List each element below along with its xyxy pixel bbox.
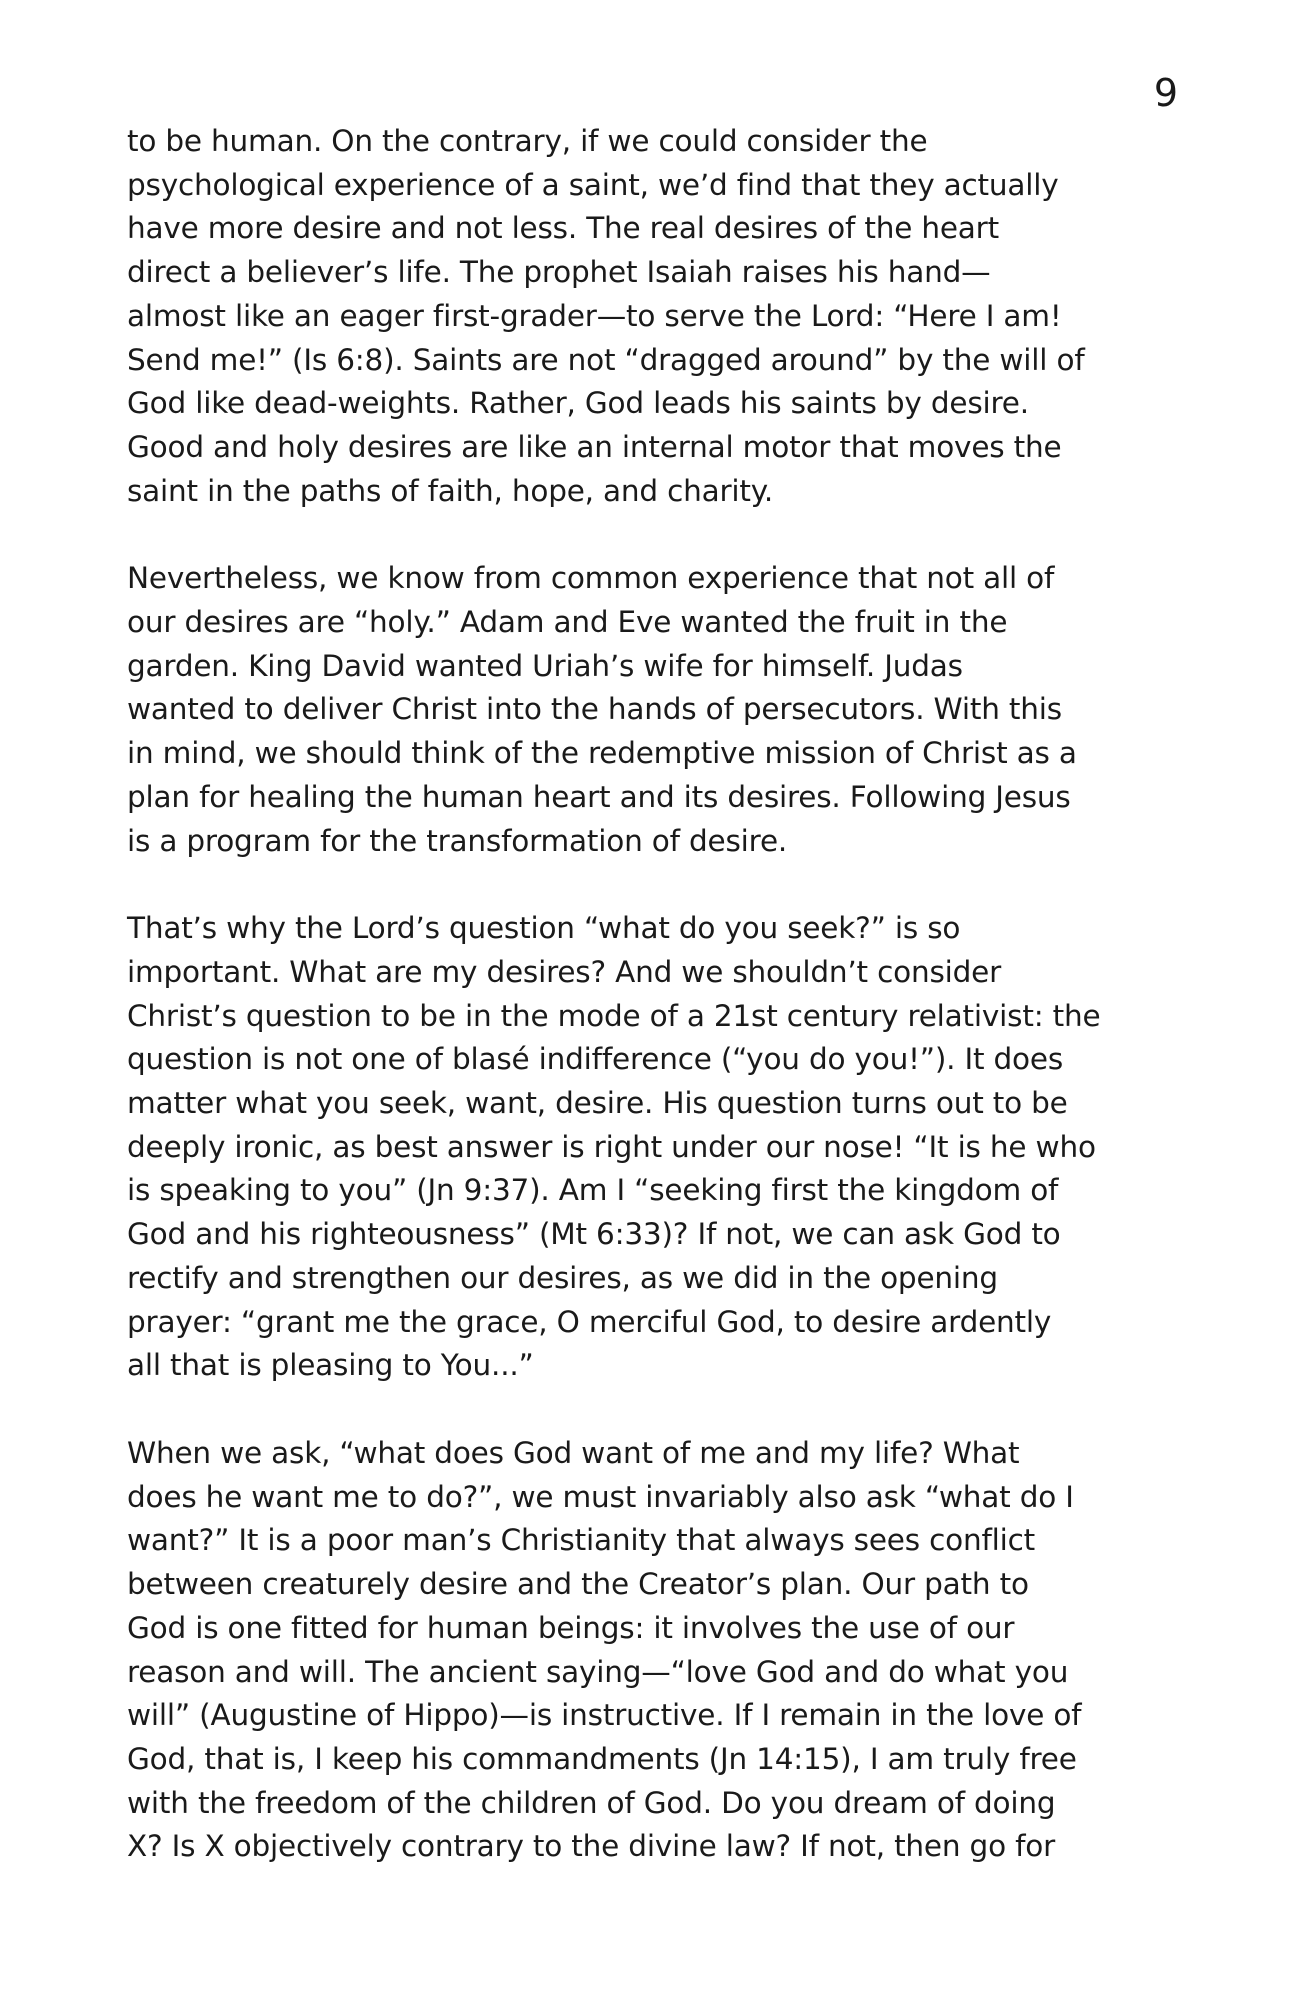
text-line: direct a believer’s life. The prophet Isaiah raises his hand—	[127, 255, 991, 290]
text-line: between creaturely desire and the Creator’s plan. Our path to	[127, 1567, 1029, 1602]
text-line: reason and will. The ancient saying—“love God and do what you	[127, 1654, 1069, 1689]
text-line: important. What are my desires? And we shouldn’t consider	[127, 954, 1002, 989]
text-line: want?” It is a poor man’s Christianity that always sees conflict	[127, 1523, 1036, 1558]
text-line: plan for healing the human heart and its desires. Following Jesus	[127, 779, 1071, 814]
text-line: That’s why the Lord’s question “what do you seek?” is so	[127, 911, 961, 946]
paragraph	[127, 907, 1179, 1388]
text-line: to be human. On the contrary, if we could consider the	[127, 124, 928, 158]
text-line: deeply ironic, as best answer is right under our nose! “It is he who	[127, 1129, 1096, 1164]
text-line: When we ask, “what does God want of me and my life? What	[127, 1435, 1020, 1470]
text-line: with the freedom of the children of God. Do you dream of doing	[127, 1785, 1056, 1820]
text-line: Nevertheless, we know from common experience that not all of	[127, 561, 1055, 596]
text-line: psychological experience of a saint, we’d find that they actually	[127, 167, 1059, 202]
text-line: almost like an eager first-grader—to serve the Lord: “Here I am!	[127, 298, 1062, 333]
text-line: God and his righteousness” (Mt 6:33)? If not, we can ask God to	[127, 1217, 1061, 1252]
paragraph	[127, 557, 1179, 863]
text-line: all that is pleasing to You...”	[127, 1348, 534, 1383]
text-line: Send me!” (Is 6:8). Saints are not “dragged around” by the will of	[127, 342, 1085, 377]
text-line: is speaking to you” (Jn 9:37). Am I “seeking first the kingdom of	[127, 1173, 1059, 1208]
text-line: God, that is, I keep his commandments (Jn 14:15), I am truly free	[127, 1741, 1077, 1776]
paragraph	[127, 120, 1179, 513]
text-line: garden. King David wanted Uriah’s wife for himself. Judas	[127, 648, 963, 683]
text-line: matter what you seek, want, desire. His question turns out to be	[127, 1086, 1068, 1121]
text-line: prayer: “grant me the grace, O merciful God, to desire ardently	[127, 1304, 1052, 1339]
text-line: God is one fitted for human beings: it involves the use of our	[127, 1610, 1015, 1645]
text-line: Good and holy desires are like an internal motor that moves the	[127, 429, 1062, 464]
text-line: in mind, we should think of the redemptive mission of Christ as a	[127, 736, 1077, 771]
paragraph	[127, 1432, 1179, 1869]
text-line: question is not one of blasé indifference (“you do you!”). It does	[127, 1042, 1064, 1077]
text-line: our desires are “holy.” Adam and Eve wanted the fruit in the	[127, 605, 1008, 640]
text-line: will” (Augustine of Hippo)—is instructive. If I remain in the love of	[127, 1698, 1082, 1733]
text-line: have more desire and not less. The real desires of the heart	[127, 211, 999, 246]
text-line: wanted to deliver Christ into the hands of persecutors. With this	[127, 692, 1062, 727]
text-line: rectify and strengthen our desires, as we did in the opening	[127, 1260, 998, 1295]
text-line: does he want me to do?”, we must invariably also ask “what do I	[127, 1479, 1074, 1514]
body-text	[127, 120, 1179, 1913]
text-line: X? Is X objectively contrary to the divine law? If not, then go for	[127, 1829, 1056, 1864]
text-line: is a program for the transformation of desire.	[127, 823, 788, 858]
text-line: God like dead-weights. Rather, God leads his saints by desire.	[127, 386, 1029, 421]
text-line: Christ’s question to be in the mode of a 21st century relativist: the	[127, 998, 1101, 1033]
text-line: saint in the paths of faith, hope, and charity.	[127, 473, 774, 508]
page-number: 9	[1153, 71, 1178, 115]
